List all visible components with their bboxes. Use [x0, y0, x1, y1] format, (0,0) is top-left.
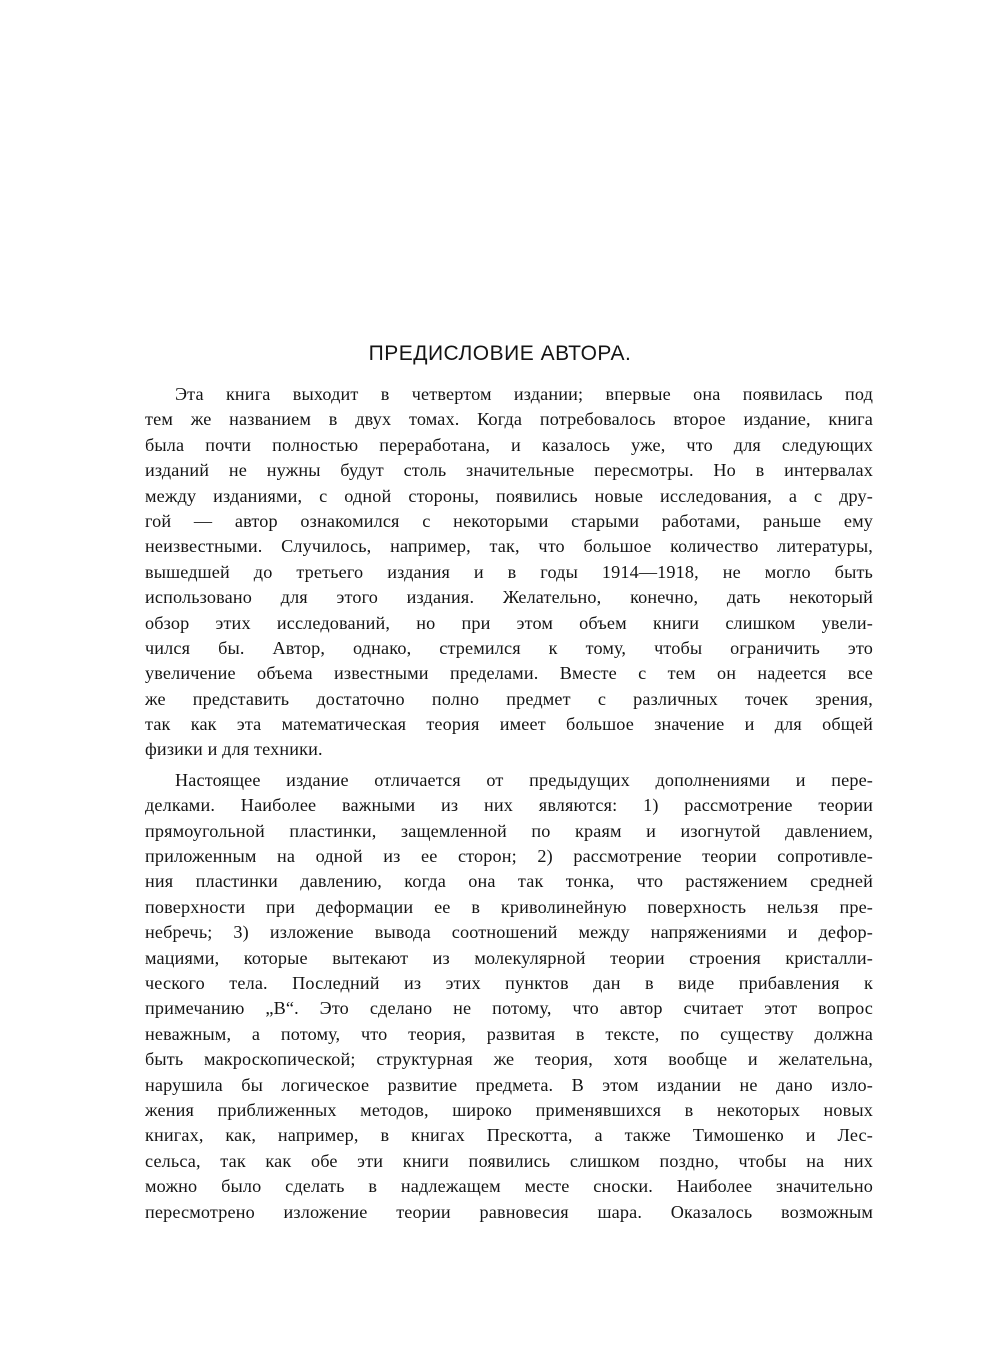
text-line: увеличение объема известными пределами. Вместе с тем он надеется все [145, 663, 873, 684]
text-line: жения приближенных методов, широко применявшихся в некоторых новых [145, 1099, 873, 1120]
text-line: между изданиями, с одной стороны, появились новые исследования, а с дру- [145, 485, 873, 506]
text-line: была почти полностью переработана, и казалось уже, что для следующих [145, 434, 873, 455]
text-line: физики и для техники. [145, 739, 323, 760]
text-line: обзор этих исследований, но при этом объем книги слишком увели- [145, 612, 873, 633]
text-line: изданий не нужны будут столь значительные пересмотры. Но в интервалах [145, 460, 873, 481]
text-line: вышедшей до третьего издания и в годы 1914—1918, не могло быть [145, 561, 873, 582]
preface-body [145, 382, 873, 1225]
text-line: использовано для этого издания. Желательно, конечно, дать некоторый [145, 587, 873, 608]
text-line: приложенным на одной из ее сторон; 2) рассмотрение теории сопротивле- [145, 846, 873, 867]
text-line: книгах, как, например, в книгах Прескотта, а также Тимошенко и Лес- [145, 1125, 873, 1146]
text-line: нарушила бы логическое развитие предмета. В этом издании не дано изло- [145, 1074, 873, 1095]
text-line: быть макроскопической; структурная же теория, хотя вообще и желательна, [145, 1049, 873, 1070]
paragraph-2 [145, 768, 873, 1225]
text-line: можно было сделать в надлежащем месте сноски. Наиболее значительно [145, 1176, 873, 1197]
text-line: ния пластинки давлению, когда она так тонка, что растяжением средней [145, 871, 873, 892]
text-line: пересмотрено изложение теории равновесия шара. Оказалось возможным [145, 1201, 873, 1222]
paragraph-1 [145, 382, 873, 763]
text-line: делками. Наиболее важными из них являются: 1) рассмотрение теории [145, 795, 873, 816]
text-line: сельса, так как обе эти книги появились слишком поздно, чтобы на них [145, 1150, 873, 1171]
text-line: неизвестными. Случилось, например, так, что большое количество литературы, [145, 536, 873, 557]
text-line: ческого тела. Последний из этих пунктов дан в виде прибавления к [145, 972, 873, 993]
text-line: примечанию „В“. Это сделано не потому, что автор считает этот вопрос [145, 998, 873, 1019]
text-line: тем же названием в двух томах. Когда потребовалось второе издание, книга [145, 409, 873, 430]
text-line: прямоугольной пластинки, защемленной по краям и изогнутой давлением, [145, 820, 873, 841]
text-line: поверхности при деформации ее в криволинейную поверхность нельзя пре- [145, 896, 873, 917]
page-title: ПРЕДИСЛОВИЕ АВТОРА. [368, 342, 632, 365]
text-line: гой — автор ознакомился с некоторыми старыми работами, раньше ему [145, 510, 873, 531]
text-line: мациями, которые вытекают из молекулярной теории строения кристалли- [145, 947, 873, 968]
text-line: чился бы. Автор, однако, стремился к тому, чтобы ограничить это [145, 637, 873, 658]
text-line: так как эта математическая теория имеет большое значение и для общей [145, 714, 873, 735]
text-line: же представить достаточно полно предмет с различных точек зрения, [145, 688, 873, 709]
text-line: Настоящее издание отличается от предыдущих дополнениями и пере- [175, 769, 873, 790]
text-line: неважным, а потому, что теория, развитая в тексте, по существу должна [145, 1023, 873, 1044]
text-line: Эта книга выходит в четвертом издании; впервые она появилась под [175, 384, 873, 404]
text-line: небречь; 3) изложение вывода соотношений между напряжениями и дефор- [145, 922, 873, 943]
